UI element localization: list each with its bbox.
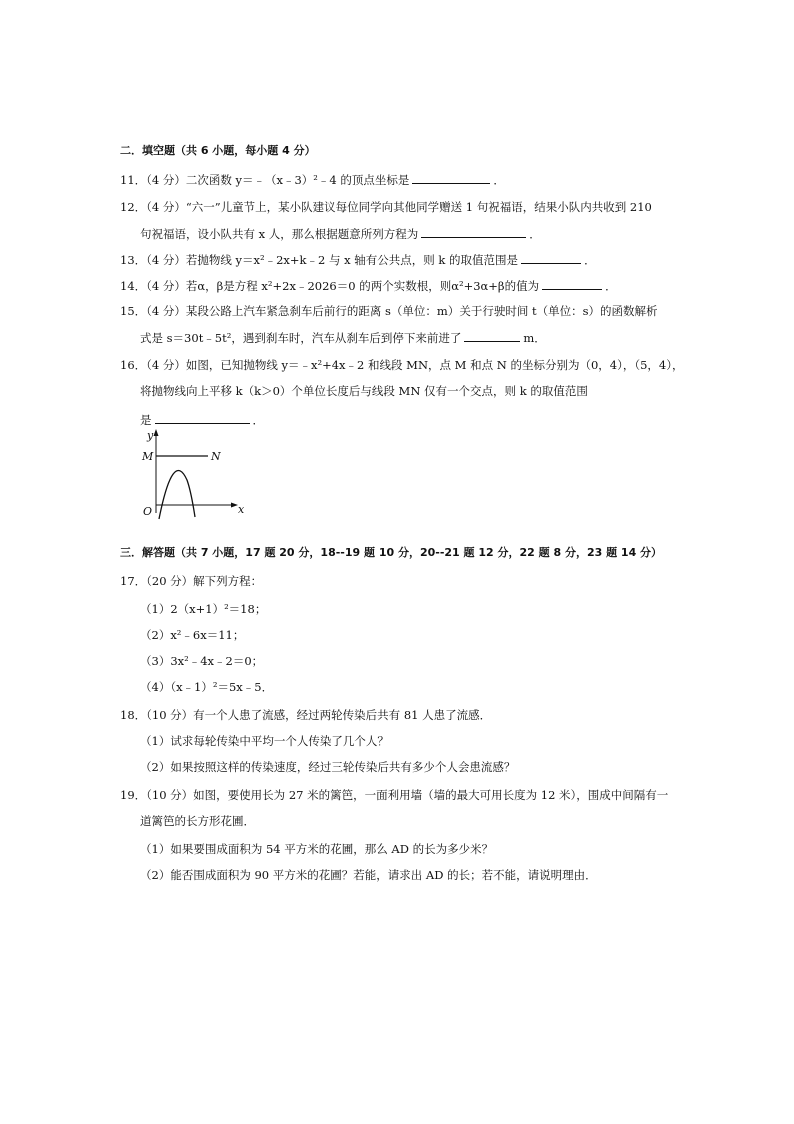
question-12-line-2	[140, 225, 541, 242]
q15-end: m．	[523, 331, 546, 345]
question-15-line-2	[140, 329, 546, 346]
q14-answer-blank[interactable]	[542, 277, 602, 290]
q13-text: 13．（4 分）若抛物线 y＝x²﹣2x+k﹣2 与 x 轴有公共点，则 k 的取值范围是	[120, 253, 519, 267]
question-19-item-2: （2）能否围成面积为 90 平方米的花圃？若能，请求出 AD 的长；若不能，请说明理由．	[140, 868, 597, 882]
section-3-title: 三．解答题（共 7 小题，17 题 20 分，18--19 题 10 分，20--21 题 12 分，22 题 8 分，23 题 14 分）	[120, 546, 663, 559]
y-axis-label: y	[147, 429, 154, 442]
question-18-item-2: （2）如果按照这样的传染速度，经过三轮传染后共有多少个人会患流感？	[140, 760, 516, 774]
question-15-line-1: 15．（4 分）某段公路上汽车紧急刹车后前行的距离 s（单位：m）关于行驶时间 t（单位：s）的函数解析	[120, 304, 658, 318]
question-11	[120, 171, 505, 188]
q16-answer-blank[interactable]	[155, 411, 250, 424]
question-19-line-2: 道篱笆的长方形花圃．	[140, 814, 255, 828]
q12-text: 句祝福语，设小队共有 x 人，那么根据题意所列方程为	[140, 227, 419, 241]
q12-answer-blank[interactable]	[421, 225, 526, 238]
question-12-line-1: 12．（4 分）“六一”儿童节上，某小队建议每位同学向其他同学赠送 1 句祝福语，结果小队内共收到 210	[120, 200, 652, 214]
question-18-stem: 18．（10 分）有一个人患了流感，经过两轮传染后共有 81 人患了流感．	[120, 708, 492, 722]
q15-text: 式是 s＝30t﹣5t²，遇到刹车时，汽车从刹车后到停下来前进了	[140, 331, 462, 345]
question-16-line-1: 16．（4 分）如图，已知抛物线 y＝﹣x²+4x﹣2 和线段 MN，点 M 和点 N 的坐标分别为（0，4），（5，4），	[120, 358, 684, 372]
question-17-item-2: （2）x²﹣6x＝11；	[140, 628, 245, 642]
q12-end: ．	[529, 227, 541, 241]
question-17-item-4: （4）（x﹣1）²＝5x﹣5．	[140, 680, 274, 694]
q14-text: 14．（4 分）若α，β是方程 x²+2x﹣2026＝0 的两个实数根，则α²+3α+β的值为	[120, 279, 540, 293]
parabola-curve	[159, 470, 195, 519]
q13-answer-blank[interactable]	[521, 251, 581, 264]
question-13	[120, 251, 596, 268]
question-18-item-1: （1）试求每轮传染中平均一个人传染了几个人？	[140, 734, 389, 748]
question-19-line-1: 19．（10 分）如图，要使用长为 27 米的篱笆，一面利用墙（墙的最大可用长度为 12 米），围成中间隔有一	[120, 788, 669, 802]
section-2-title: 二．填空题（共 6 小题，每小题 4 分）	[120, 144, 316, 157]
x-axis-label: x	[238, 503, 245, 516]
point-m-label: M	[142, 450, 154, 463]
question-17-item-1: （1）2（x+1）²＝18；	[140, 602, 267, 616]
question-16-line-2: 将抛物线向上平移 k（k＞0）个单位长度后与线段 MN 仅有一个交点，则 k 的取值范围	[140, 384, 588, 398]
question-17-item-3: （3）3x²﹣4x﹣2＝0；	[140, 654, 264, 668]
q16-end: ．	[252, 413, 264, 427]
y-axis-arrow	[154, 429, 159, 436]
q11-text: 11．（4 分）二次函数 y＝﹣（x﹣3）²﹣4 的顶点坐标是	[120, 173, 410, 187]
q16-text: 是	[140, 413, 152, 427]
point-n-label: N	[211, 450, 221, 463]
question-14	[120, 277, 617, 294]
q15-answer-blank[interactable]	[464, 329, 520, 342]
q13-end: ．	[584, 253, 596, 267]
q11-answer-blank[interactable]	[412, 171, 490, 184]
q11-end: ．	[493, 173, 505, 187]
parabola-figure	[138, 425, 248, 520]
question-19-item-1: （1）如果要围成面积为 54 平方米的花圃，那么 AD 的长为多少米？	[140, 842, 494, 856]
x-axis-arrow	[231, 503, 238, 508]
question-17-stem: 17．（20 分）解下列方程：	[120, 574, 263, 588]
origin-label: O	[143, 505, 153, 518]
q14-end: ．	[605, 279, 617, 293]
